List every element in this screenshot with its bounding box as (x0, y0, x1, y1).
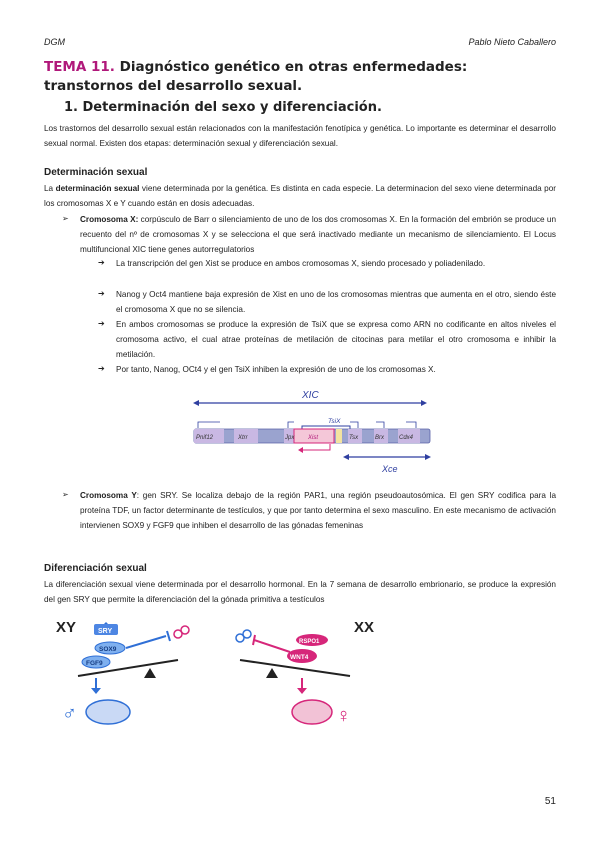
gene-label: Cdx4 (399, 435, 414, 441)
diferenciacion-paragraph: La diferenciación sexual viene determinada por el desarrollo hormonal. En la 7 semana de desarrollo embrionario, se produce la expresión del gen SRY que permite la diferenciación del la gónada primitiva a testículos (44, 580, 556, 604)
male-symbol-icon: ♂ (62, 703, 77, 725)
tsix-label: TsiX (328, 418, 341, 425)
determinacion-paragraph: La determinación sexual viene determinada por la genética. Es distinta en cada especie. La determinacion del sexo viene determinada por los cromosomas X e Y cuando están en dosis adecuadas. (44, 184, 557, 208)
determinacion-heading: Determinación sexual (44, 167, 148, 178)
diferenciacion-heading: Diferenciación sexual (44, 563, 147, 574)
sry-label: SRY (98, 628, 113, 635)
wnt4-label: WNT4 (290, 654, 309, 661)
sex-differentiation-figure (50, 612, 390, 732)
subbullet: Nanog y Oct4 mantiene baja expresión de Xist en uno de los cromosomas mientras que aumenta en el otro, siendo éste el cromosoma X que no se silencia. (116, 290, 556, 314)
xic-label: XIC (302, 390, 319, 401)
rspo1-label: RSPO1 (299, 639, 320, 645)
title-number: TEMA 11. (44, 59, 115, 75)
cromosoma-y-bullet: Cromosoma Y: gen SRY. Se localiza debajo de la región PAR1, una región pseudoautosómica. El gen SRY codifica para la proteína TDF, un factor determinante de testículos, y que por tanto determina el sexo masculino. En este mecanismo de activación intervienen SOX9 y FGF9 que inhiben el desarrollo de las gónadas femeninas (80, 491, 556, 530)
xx-label: XX (354, 619, 375, 636)
section-heading: 1. Determinación del sexo y diferenciación. (64, 100, 382, 115)
bullet-arrow-icon: ➢ (62, 214, 69, 223)
page-number: 51 (544, 796, 556, 807)
gene-label: Xist (308, 435, 319, 441)
arrow-icon: ➔ (98, 289, 105, 298)
subbullet: En ambos cromosomas se produce la expresión de TsiX que se expresa como ARN no codificante en altos niveles el cromosoma activo, el cual atrae proteínas de metilación de citocinas para metilar el otro cromosoma e inhibir la metilación. (116, 320, 556, 359)
intro-paragraph: Los trastornos del desarrollo sexual están relacionados con la manifestación fenotípica y genética. Lo importante es determinar el desarrollo sexual normal. Existen dos etapas: determinación sexual y diferenciación sexual. (44, 124, 556, 148)
arrow-icon: ➔ (98, 364, 105, 373)
xy-label: XY (56, 619, 77, 636)
xce-label: Xce (382, 464, 398, 474)
gene-label: Tsx (349, 435, 359, 441)
title-text: Diagnóstico genético en otras enfermedades: transtornos del desarrollo sexual. (44, 59, 468, 94)
female-symbol-icon: ♀ (336, 705, 351, 727)
bullet-arrow-icon: ➢ (62, 490, 69, 499)
gene-label: Jpx (285, 435, 295, 441)
header-right: Pablo Nieto Caballero (468, 37, 556, 47)
subbullet: Por tanto, Nanog, OCt4 y el gen TsiX inhiben la expresión de uno de los cromosomas X. (116, 365, 436, 374)
subbullet: La transcripción del gen Xist se produce en ambos cromosomas X, siendo procesado y poliadenilado. (116, 259, 486, 268)
arrow-icon: ➔ (98, 258, 105, 267)
arrow-icon: ➔ (98, 319, 105, 328)
cromosoma-x-bullet: Cromosoma X: corpúsculo de Barr o silenciamiento de uno de los dos cromosomas X. En la formación del embrión se produce un recuento del nº de cromosomas X y se selecciona el que será inactivado mediante un mecanismo de silenciamiento. El Locus multifuncional XIC tiene genes autorregulatorios (80, 215, 556, 254)
sox9-label: SOX9 (99, 646, 117, 653)
page-title (44, 58, 560, 96)
xic-locus-figure (190, 386, 435, 478)
fgf9-label: FGF9 (86, 660, 103, 667)
header-left: DGM (44, 37, 65, 47)
gene-label: Brx (375, 435, 384, 441)
gene-label: Xtrr (238, 435, 248, 441)
gene-label: Pnif12 (196, 435, 214, 441)
